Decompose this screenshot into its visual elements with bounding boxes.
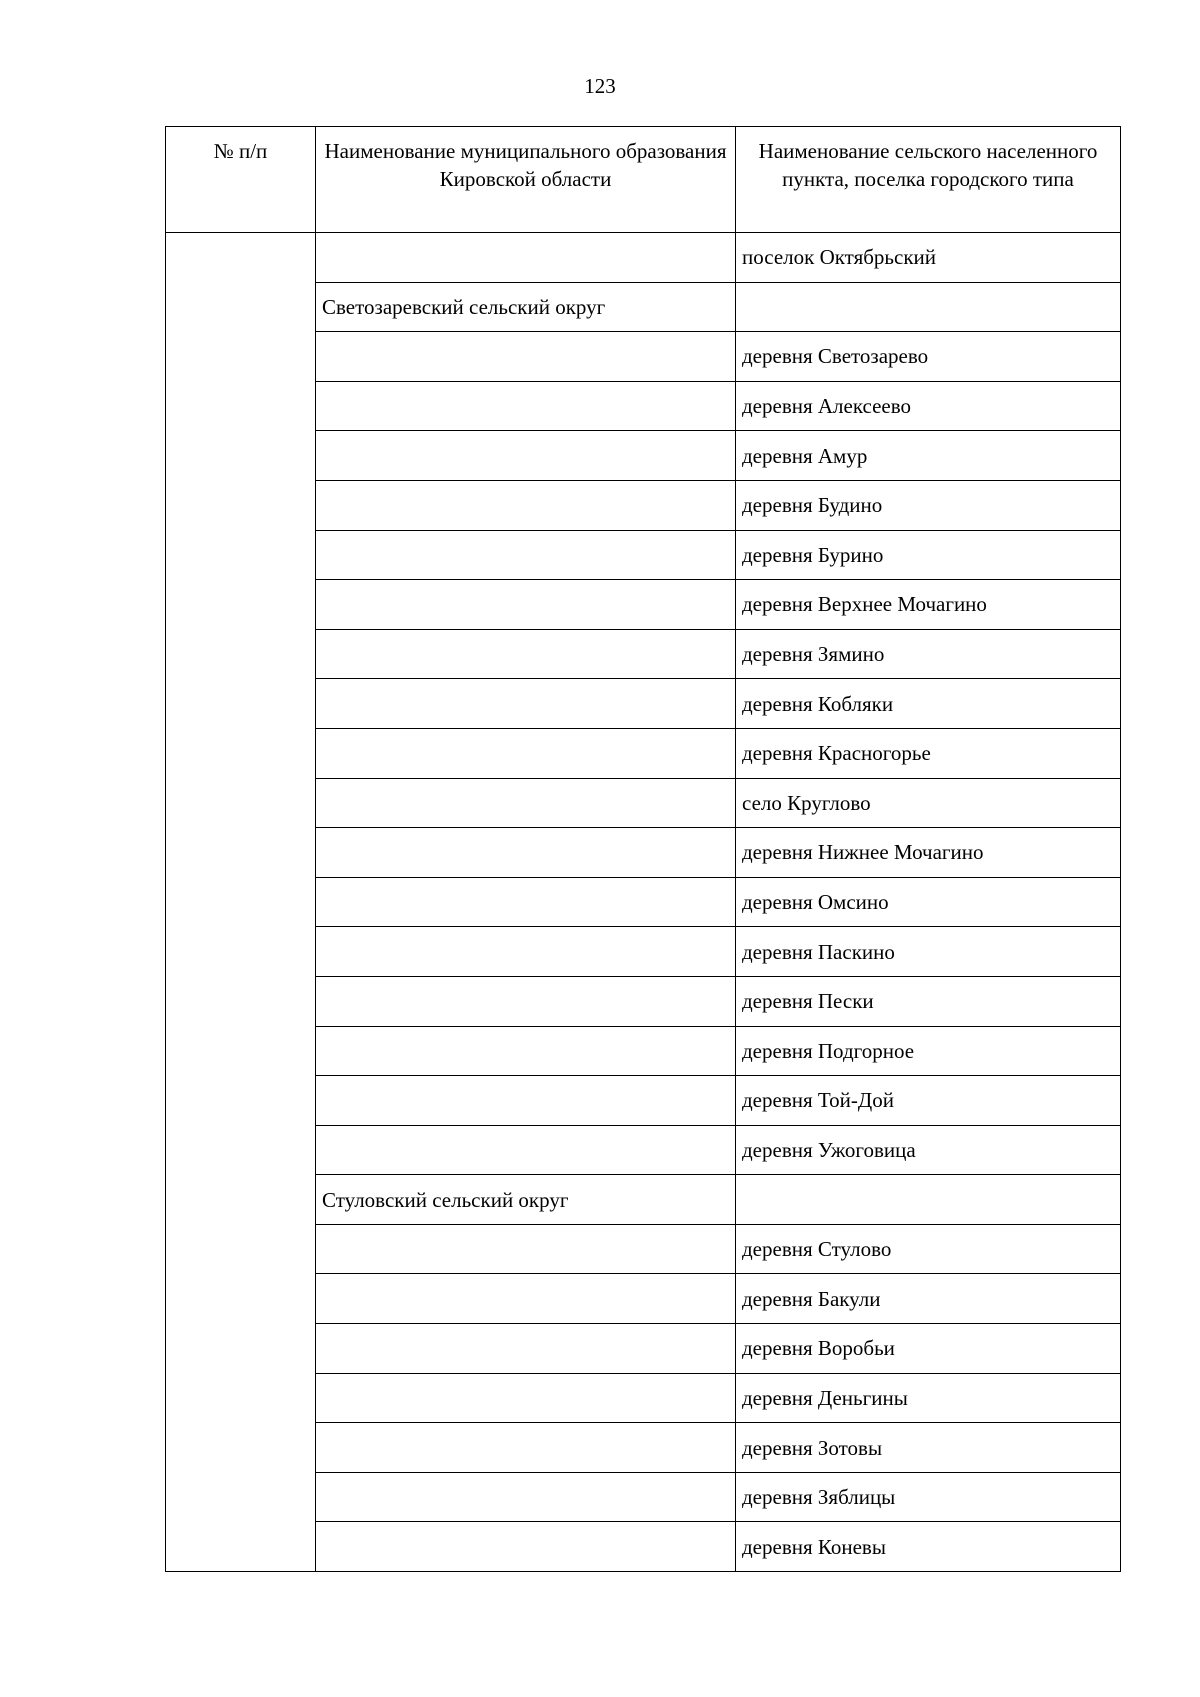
settlement-cell: деревня Красногорье bbox=[736, 728, 1121, 778]
municipality-cell bbox=[316, 1373, 736, 1423]
municipality-cell bbox=[316, 1125, 736, 1175]
settlement-cell: деревня Бурино bbox=[736, 530, 1121, 580]
municipality-cell: Светозаревский сельский округ bbox=[316, 282, 736, 332]
settlement-cell: деревня Коневы bbox=[736, 1522, 1121, 1572]
row-number-cell bbox=[166, 233, 316, 1572]
municipality-cell bbox=[316, 976, 736, 1026]
municipality-cell bbox=[316, 877, 736, 927]
municipality-cell bbox=[316, 679, 736, 729]
municipality-cell bbox=[316, 629, 736, 679]
settlements-table bbox=[165, 126, 1121, 1572]
municipality-cell bbox=[316, 233, 736, 283]
settlement-cell: деревня Бакули bbox=[736, 1274, 1121, 1324]
settlement-cell: деревня Будино bbox=[736, 480, 1121, 530]
settlement-cell: деревня Ужоговица bbox=[736, 1125, 1121, 1175]
settlement-cell: деревня Стулово bbox=[736, 1224, 1121, 1274]
municipality-cell bbox=[316, 381, 736, 431]
table-body bbox=[166, 233, 1121, 1572]
municipality-cell bbox=[316, 1423, 736, 1473]
page-number: 123 bbox=[584, 74, 616, 98]
settlement-cell: деревня Амур bbox=[736, 431, 1121, 481]
municipality-cell bbox=[316, 778, 736, 828]
settlement-cell: деревня Зямино bbox=[736, 629, 1121, 679]
settlement-cell: деревня Пески bbox=[736, 976, 1121, 1026]
municipality-cell bbox=[316, 480, 736, 530]
municipality-cell bbox=[316, 1472, 736, 1522]
municipality-cell bbox=[316, 1522, 736, 1572]
settlement-cell: деревня Омсино bbox=[736, 877, 1121, 927]
settlement-cell: деревня Той-Дой bbox=[736, 1076, 1121, 1126]
settlement-cell: деревня Кобляки bbox=[736, 679, 1121, 729]
settlement-cell: деревня Паскино bbox=[736, 927, 1121, 977]
municipality-cell bbox=[316, 530, 736, 580]
header-settlement: Наименование сельского населенного пункта, поселка городского типа bbox=[736, 127, 1121, 233]
header-number: № п/п bbox=[166, 127, 316, 233]
municipality-cell bbox=[316, 1324, 736, 1374]
settlement-cell: деревня Светозарево bbox=[736, 332, 1121, 382]
settlement-cell: деревня Алексеево bbox=[736, 381, 1121, 431]
municipality-cell bbox=[316, 728, 736, 778]
settlement-cell: деревня Зотовы bbox=[736, 1423, 1121, 1473]
municipality-cell bbox=[316, 580, 736, 630]
municipality-cell bbox=[316, 431, 736, 481]
municipality-cell bbox=[316, 1274, 736, 1324]
settlement-cell: деревня Воробьи bbox=[736, 1324, 1121, 1374]
header-municipality: Наименование муниципального образования Кировской области bbox=[316, 127, 736, 233]
municipality-cell: Стуловский сельский округ bbox=[316, 1175, 736, 1225]
municipality-cell bbox=[316, 1224, 736, 1274]
settlement-cell bbox=[736, 1175, 1121, 1225]
settlement-cell: деревня Верхнее Мочагино bbox=[736, 580, 1121, 630]
table-row bbox=[166, 233, 1121, 283]
municipality-cell bbox=[316, 1076, 736, 1126]
municipality-cell bbox=[316, 828, 736, 878]
municipality-cell bbox=[316, 927, 736, 977]
municipality-cell bbox=[316, 1026, 736, 1076]
municipality-cell bbox=[316, 332, 736, 382]
settlement-cell: деревня Нижнее Мочагино bbox=[736, 828, 1121, 878]
settlement-cell: деревня Деньгины bbox=[736, 1373, 1121, 1423]
settlement-cell: деревня Подгорное bbox=[736, 1026, 1121, 1076]
settlement-cell: село Круглово bbox=[736, 778, 1121, 828]
settlement-cell: поселок Октябрьский bbox=[736, 233, 1121, 283]
table-header-row bbox=[166, 127, 1121, 233]
settlement-cell: деревня Зяблицы bbox=[736, 1472, 1121, 1522]
settlement-cell bbox=[736, 282, 1121, 332]
